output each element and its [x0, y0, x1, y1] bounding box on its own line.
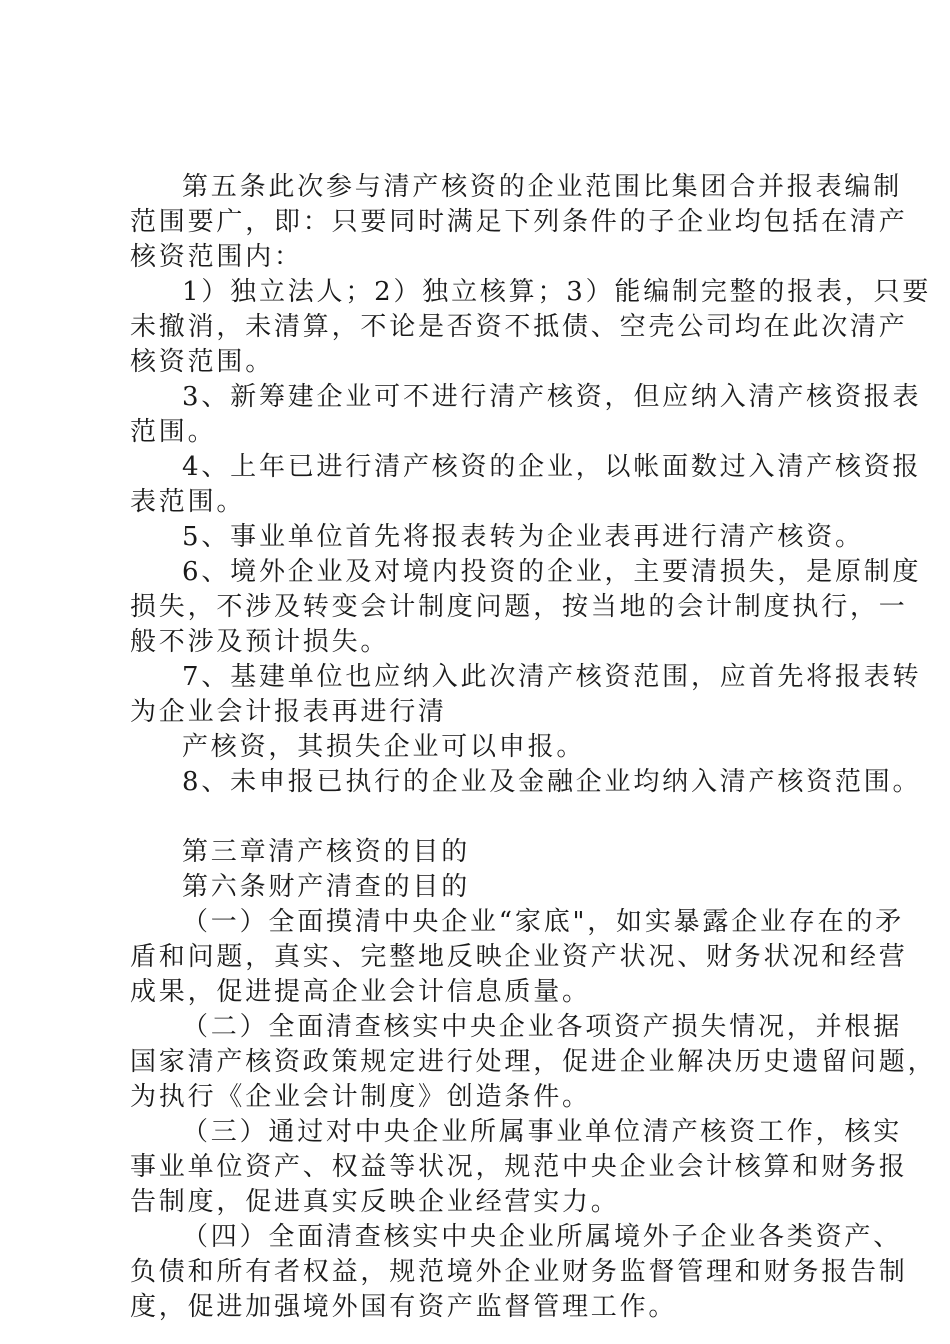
text-line: 核资范围。 — [130, 347, 275, 377]
text-line: 7、基建单位也应纳入此次清产核资范围，应首先将报表转 — [182, 662, 922, 692]
text-line: 为执行《企业会计制度》创造条件。 — [130, 1082, 591, 1112]
text-line: 3、新筹建企业可不进行清产核资，但应纳入清产核资报表 — [182, 382, 922, 412]
text-line: （四）全面清查核实中央企业所属境外子企业各类资产、 — [182, 1222, 903, 1252]
text-line: 核资范围内： — [130, 242, 303, 272]
text-line: 8、未申报已执行的企业及金融企业均纳入清产核资范围。 — [182, 767, 922, 797]
text-line: 第五条此次参与清产核资的企业范围比集团合并报表编制 — [182, 172, 903, 202]
text-line: 未撤消，未清算，不论是否资不抵债、空壳公司均在此次清产 — [130, 312, 908, 342]
text-line: 第六条财产清查的目的 — [182, 872, 471, 902]
document-body — [130, 170, 937, 1325]
text-line: 5、事业单位首先将报表转为企业表再进行清产核资。 — [182, 522, 864, 552]
text-line: 4、上年已进行清产核资的企业，以帐面数过入清产核资报 — [182, 452, 922, 482]
text-line: 表范围。 — [130, 487, 246, 517]
text-line: 事业单位资产、权益等状况，规范中央企业会计核算和财务报 — [130, 1152, 908, 1182]
text-line: 为企业会计报表再进行清 — [130, 697, 447, 727]
text-line: （三）通过对中央企业所属事业单位清产核资工作，核实 — [182, 1117, 903, 1147]
text-line: 负债和所有者权益，规范境外企业财务监督管理和财务报告制 — [130, 1257, 908, 1287]
text-line: 范围要广，即：只要同时满足下列条件的子企业均包括在清产 — [130, 207, 908, 237]
text-line: 盾和问题，真实、完整地反映企业资产状况、财务状况和经营 — [130, 942, 908, 972]
text-line: 般不涉及预计损失。 — [130, 627, 390, 657]
text-line: （一）全面摸清中央企业“家底"，如实暴露企业存在的矛 — [182, 907, 905, 937]
text-line: 1）独立法人；2）独立核算；3）能编制完整的报表，只要 — [182, 277, 932, 307]
text-line: 产核资，其损失企业可以申报。 — [182, 732, 586, 762]
blank-line — [130, 800, 830, 835]
text-line: 第三章清产核资的目的 — [182, 837, 471, 867]
text-line: 6、境外企业及对境内投资的企业，主要清损失，是原制度 — [182, 557, 922, 587]
text-line: 成果，促进提高企业会计信息质量。 — [130, 977, 591, 1007]
text-line: （二）全面清查核实中央企业各项资产损失情况，并根据 — [182, 1012, 903, 1042]
text-line: 损失，不涉及转变会计制度问题，按当地的会计制度执行，一 — [130, 592, 908, 622]
text-line: 告制度，促进真实反映企业经营实力。 — [130, 1187, 620, 1217]
text-line: 度，促进加强境外国有资产监督管理工作。 — [130, 1292, 678, 1322]
text-line: 范围。 — [130, 417, 217, 447]
text-line: 国家清产核资政策规定进行处理，促进企业解决历史遗留问题， — [130, 1047, 937, 1077]
